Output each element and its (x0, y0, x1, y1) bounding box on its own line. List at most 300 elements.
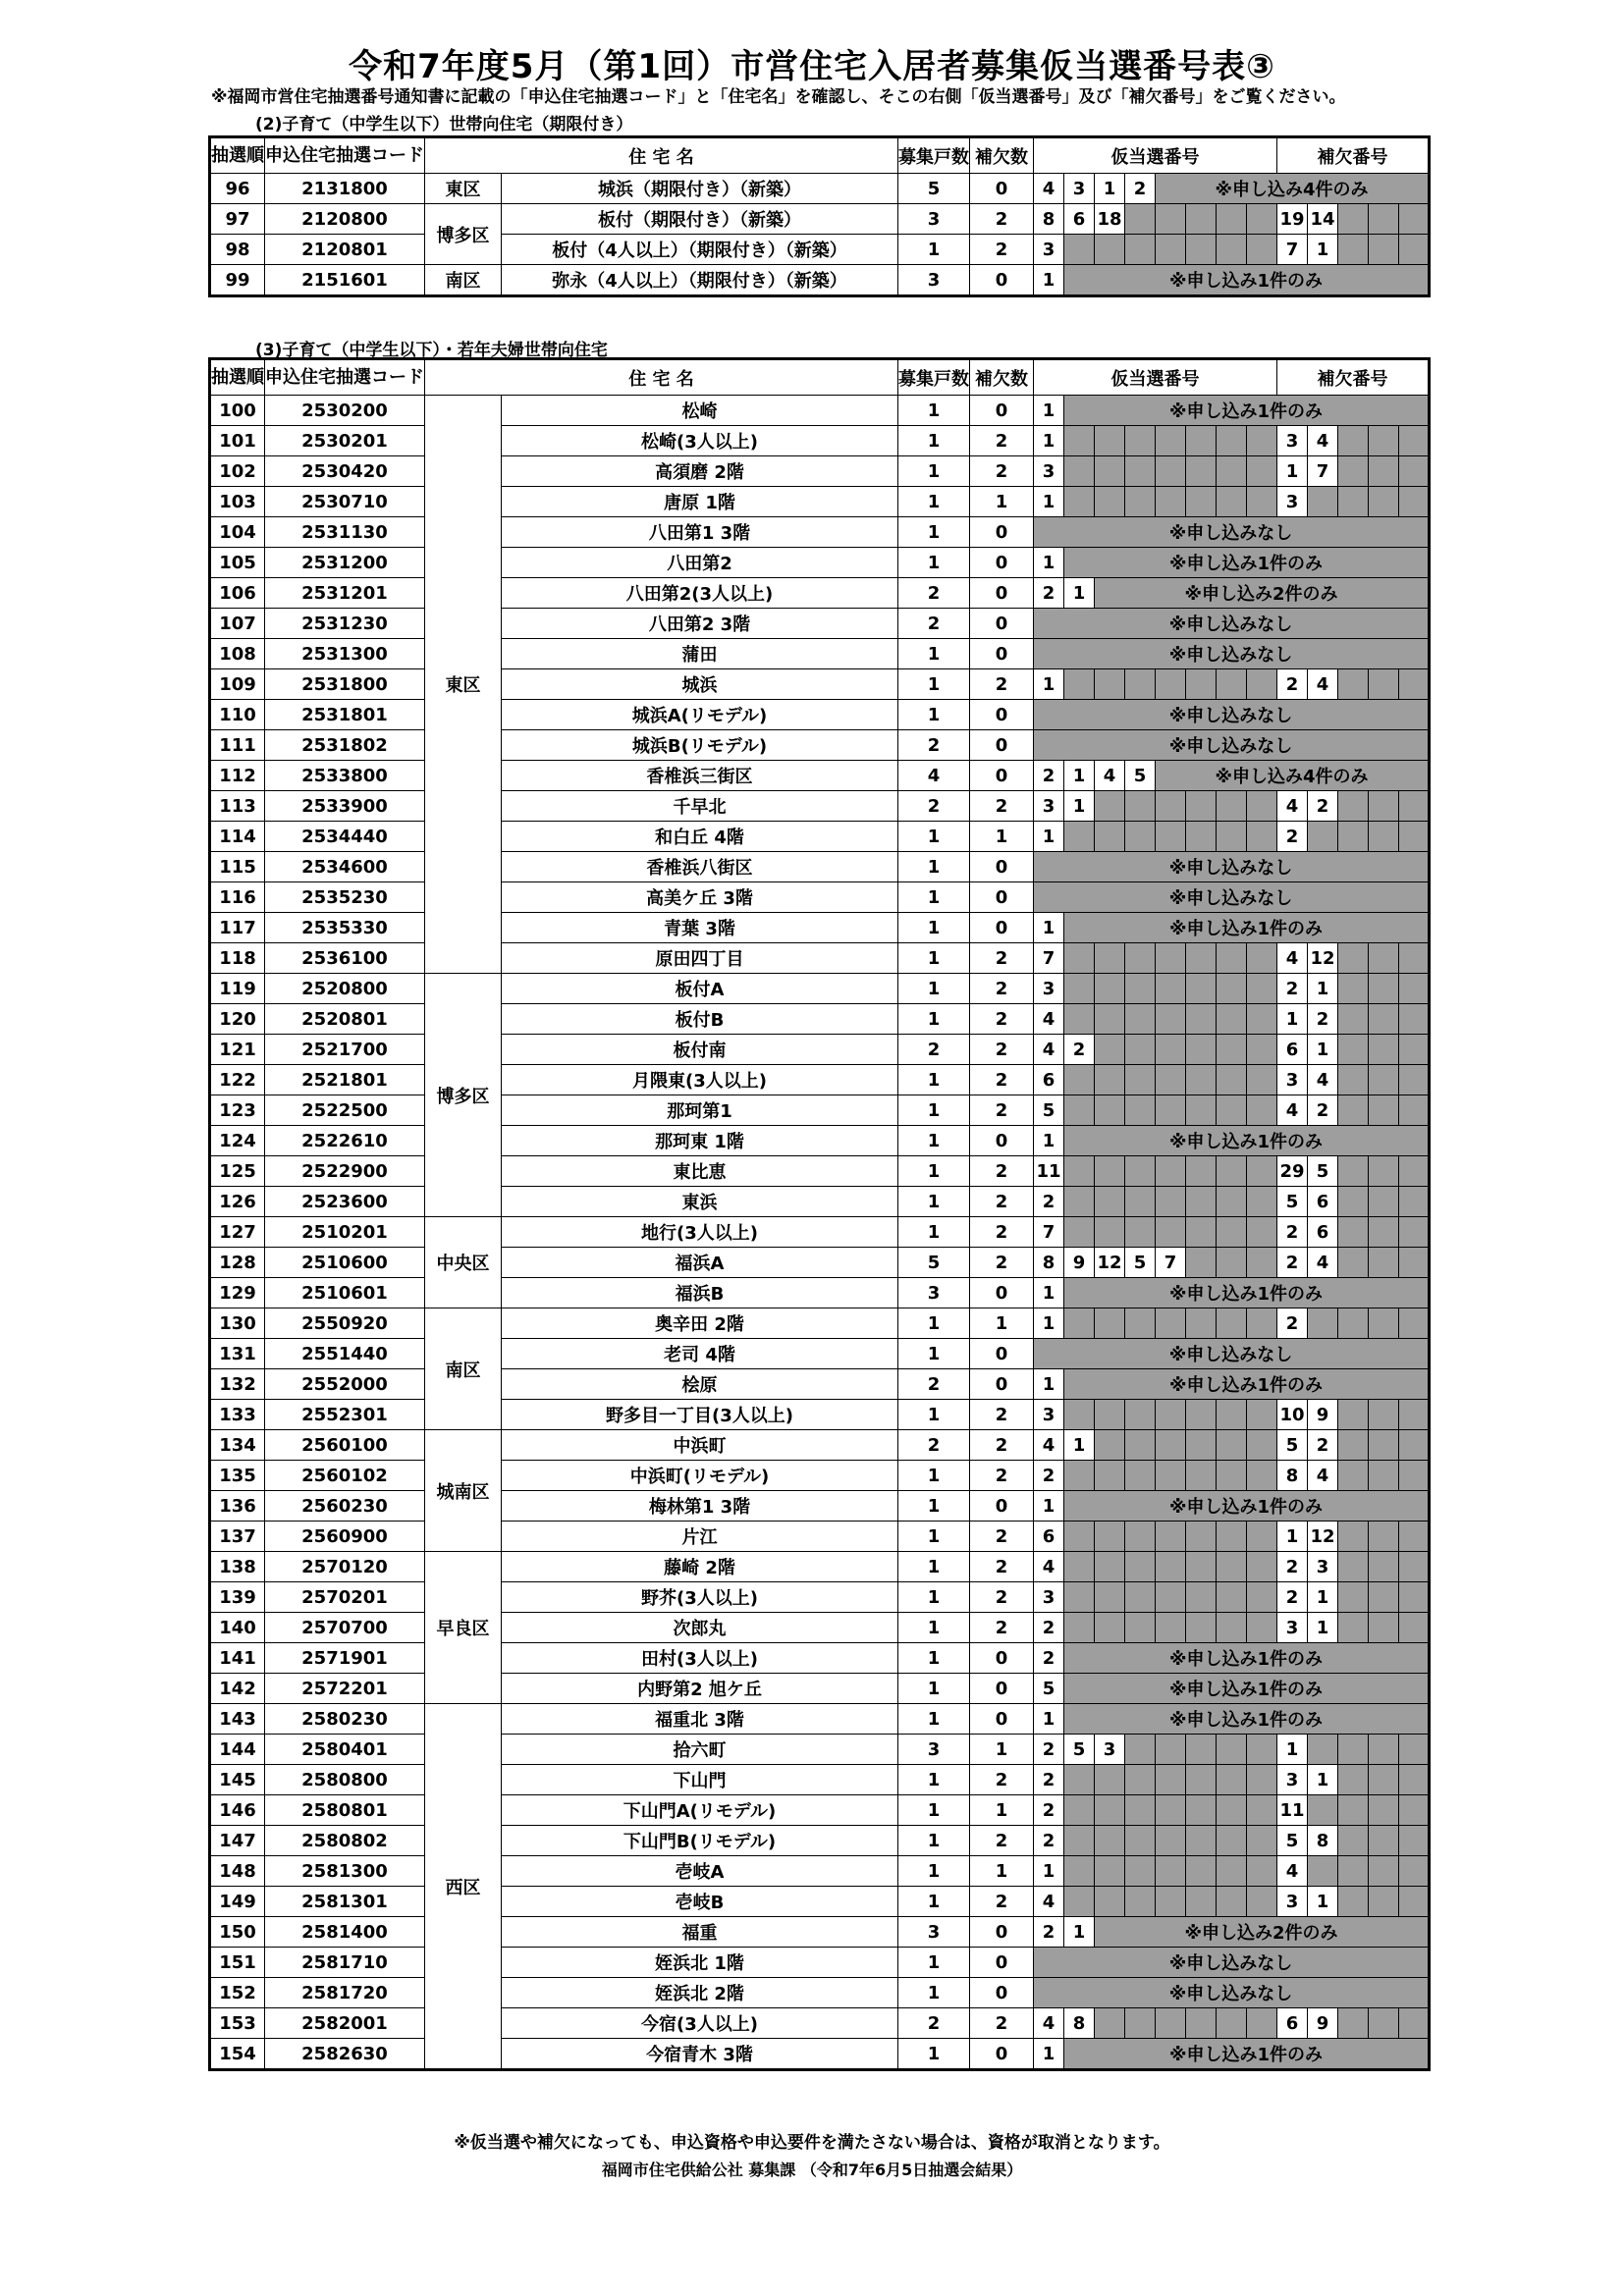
reserve-number: 1 (1308, 1765, 1338, 1795)
ward-name: 中央区 (425, 1217, 502, 1308)
reserve-count: 2 (970, 1522, 1034, 1552)
row-number: 107 (210, 609, 265, 639)
lottery-code: 2530200 (265, 396, 425, 426)
empty-cell (1186, 1765, 1217, 1795)
tentative-number: 1 (1034, 1369, 1064, 1400)
empty-cell (1095, 1400, 1125, 1430)
empty-cell (1217, 1035, 1247, 1065)
header-no: 抽選順 (210, 359, 265, 396)
tentative-number: 1 (1064, 578, 1095, 609)
tentative-number: 4 (1034, 1430, 1064, 1461)
empty-cell (1399, 1887, 1430, 1917)
empty-cell (1186, 1004, 1217, 1035)
tentative-number: 1 (1034, 1308, 1064, 1339)
tentative-number: 1 (1034, 1856, 1064, 1887)
tentative-number: 4 (1034, 2008, 1064, 2039)
empty-cell (1338, 822, 1369, 852)
empty-cell (1217, 1765, 1247, 1795)
empty-cell (1095, 1887, 1125, 1917)
empty-cell (1125, 1308, 1156, 1339)
reserve-count: 0 (970, 1978, 1034, 2008)
empty-cell (1064, 1187, 1095, 1217)
empty-cell (1217, 974, 1247, 1004)
empty-cell (1247, 1187, 1277, 1217)
reserve-count: 2 (970, 1461, 1034, 1491)
status-message: ※申し込み2件のみ (1095, 1917, 1430, 1948)
empty-cell (1369, 1522, 1399, 1552)
table-row (210, 1248, 1430, 1278)
empty-cell (1156, 669, 1186, 700)
reserve-number: 11 (1277, 1795, 1308, 1826)
tentative-number: 2 (1034, 578, 1064, 609)
reserve-number: 6 (1308, 1217, 1338, 1248)
empty-cell (1156, 1430, 1186, 1461)
lottery-code: 2120800 (265, 204, 425, 235)
lottery-code: 2581710 (265, 1948, 425, 1978)
empty-cell (1399, 456, 1430, 487)
tentative-number: 4 (1034, 174, 1064, 204)
reserve-number: 3 (1308, 1552, 1338, 1582)
empty-cell (1217, 1095, 1247, 1126)
lottery-code: 2551440 (265, 1339, 425, 1369)
empty-cell (1369, 1187, 1399, 1217)
reserve-number: 1 (1308, 235, 1338, 265)
empty-cell (1217, 1248, 1247, 1278)
empty-cell (1217, 426, 1247, 456)
lottery-code: 2522610 (265, 1126, 425, 1156)
empty-cell (1247, 1400, 1277, 1430)
row-number: 142 (210, 1674, 265, 1704)
lottery-code: 2580800 (265, 1765, 425, 1795)
empty-cell (1095, 235, 1125, 265)
housing-name: 月隈東(3人以上) (502, 1065, 898, 1095)
table-row (210, 1735, 1430, 1765)
housing-name: 福浜B (502, 1278, 898, 1308)
housing-name: 板付A (502, 974, 898, 1004)
reserve-number: 1 (1308, 974, 1338, 1004)
row-number: 152 (210, 1978, 265, 2008)
tentative-number: 2 (1034, 1613, 1064, 1643)
row-number: 125 (210, 1156, 265, 1187)
empty-cell (1095, 1613, 1125, 1643)
reserve-number: 5 (1277, 1826, 1308, 1856)
housing-name: 東浜 (502, 1187, 898, 1217)
empty-cell (1125, 669, 1156, 700)
header-code: 申込住宅抽選コード (265, 137, 425, 174)
reserve-count: 2 (970, 1248, 1034, 1278)
table-row (210, 1887, 1430, 1917)
empty-cell (1217, 487, 1247, 517)
empty-cell (1125, 1826, 1156, 1856)
row-number: 119 (210, 974, 265, 1004)
status-message: ※申し込みなし (1034, 517, 1430, 548)
empty-cell (1369, 1856, 1399, 1887)
recruit-units: 1 (898, 456, 970, 487)
recruit-units: 1 (898, 1948, 970, 1978)
housing-name: 桧原 (502, 1369, 898, 1400)
empty-cell (1156, 456, 1186, 487)
lottery-code: 2531800 (265, 669, 425, 700)
row-number: 140 (210, 1613, 265, 1643)
reserve-count: 2 (970, 1400, 1034, 1430)
empty-cell (1399, 426, 1430, 456)
reserve-number: 5 (1308, 1156, 1338, 1187)
table-row (210, 1826, 1430, 1856)
empty-cell (1064, 974, 1095, 1004)
row-number: 102 (210, 456, 265, 487)
recruit-units: 1 (898, 974, 970, 1004)
row-number: 137 (210, 1522, 265, 1552)
empty-cell (1064, 1065, 1095, 1095)
empty-cell (1247, 1613, 1277, 1643)
empty-cell (1064, 487, 1095, 517)
empty-cell (1064, 1308, 1095, 1339)
empty-cell (1247, 1765, 1277, 1795)
lottery-code: 2522500 (265, 1095, 425, 1126)
ward-name: 博多区 (425, 974, 502, 1217)
row-number: 98 (210, 235, 265, 265)
empty-cell (1186, 1095, 1217, 1126)
reserve-number: 3 (1277, 426, 1308, 456)
tentative-number: 4 (1034, 1552, 1064, 1582)
empty-cell (1125, 974, 1156, 1004)
tentative-number: 5 (1034, 1095, 1064, 1126)
recruit-units: 1 (898, 1400, 970, 1430)
tentative-number: 3 (1095, 1735, 1125, 1765)
table-row (210, 235, 1430, 265)
empty-cell (1156, 1035, 1186, 1065)
reserve-count: 1 (970, 1856, 1034, 1887)
empty-cell (1064, 456, 1095, 487)
lottery-code: 2534440 (265, 822, 425, 852)
tentative-number: 1 (1064, 1917, 1095, 1948)
header-tentative: 仮当選番号 (1034, 359, 1277, 396)
table-row (210, 1704, 1430, 1735)
row-number: 101 (210, 426, 265, 456)
empty-cell (1095, 1522, 1125, 1552)
recruit-units: 1 (898, 1552, 970, 1582)
tentative-number: 12 (1095, 1248, 1125, 1278)
empty-cell (1156, 487, 1186, 517)
housing-name: 中浜町(リモデル) (502, 1461, 898, 1491)
empty-cell (1095, 1065, 1125, 1095)
empty-cell (1369, 1004, 1399, 1035)
recruit-units: 1 (898, 1065, 970, 1095)
empty-cell (1064, 426, 1095, 456)
empty-cell (1247, 1582, 1277, 1613)
footer-note: ※仮当選や補欠になっても、申込資格や申込要件を満たさない場合は、資格が取消となります。 (454, 2133, 1170, 2153)
empty-cell (1156, 1795, 1186, 1826)
empty-cell (1338, 1613, 1369, 1643)
empty-cell (1399, 943, 1430, 974)
empty-cell (1125, 1004, 1156, 1035)
empty-cell (1338, 669, 1369, 700)
lottery-code: 2131800 (265, 174, 425, 204)
empty-cell (1064, 1004, 1095, 1035)
row-number: 143 (210, 1704, 265, 1735)
empty-cell (1399, 1400, 1430, 1430)
tentative-number: 3 (1034, 974, 1064, 1004)
recruit-units: 2 (898, 609, 970, 639)
housing-name: 弥永（4人以上）（期限付き）（新築） (502, 265, 898, 296)
reserve-count: 2 (970, 1187, 1034, 1217)
status-message: ※申し込みなし (1034, 730, 1430, 761)
reserve-count: 0 (970, 1278, 1034, 1308)
lottery-code: 2533800 (265, 761, 425, 791)
empty-cell (1186, 1308, 1217, 1339)
housing-name: 野芥(3人以上) (502, 1582, 898, 1613)
tentative-number: 1 (1034, 669, 1064, 700)
reserve-count: 2 (970, 1430, 1034, 1461)
housing-name: 蒲田 (502, 639, 898, 669)
recruit-units: 2 (898, 791, 970, 822)
empty-cell (1308, 1735, 1338, 1765)
empty-cell (1217, 1065, 1247, 1095)
empty-cell (1064, 822, 1095, 852)
reserve-number: 1 (1308, 1613, 1338, 1643)
ward-name: 博多区 (425, 204, 502, 265)
status-message: ※申し込み1件のみ (1064, 1126, 1430, 1156)
empty-cell (1156, 426, 1186, 456)
row-number: 147 (210, 1826, 265, 1856)
empty-cell (1125, 1765, 1156, 1795)
reserve-count: 0 (970, 730, 1034, 761)
empty-cell (1095, 1004, 1125, 1035)
lottery-code: 2570120 (265, 1552, 425, 1582)
empty-cell (1217, 204, 1247, 235)
tentative-number: 1 (1034, 1126, 1064, 1156)
lottery-code: 2535330 (265, 913, 425, 943)
reserve-count: 0 (970, 1917, 1034, 1948)
tentative-number: 1 (1064, 761, 1095, 791)
empty-cell (1369, 456, 1399, 487)
empty-cell (1186, 456, 1217, 487)
empty-cell (1156, 1522, 1186, 1552)
lottery-code: 2560900 (265, 1522, 425, 1552)
empty-cell (1369, 1461, 1399, 1491)
empty-cell (1156, 1826, 1186, 1856)
empty-cell (1156, 235, 1186, 265)
empty-cell (1369, 669, 1399, 700)
reserve-count: 0 (970, 1643, 1034, 1674)
recruit-units: 2 (898, 2008, 970, 2039)
lottery-code: 2531201 (265, 578, 425, 609)
reserve-number: 9 (1308, 1400, 1338, 1430)
recruit-units: 2 (898, 1035, 970, 1065)
empty-cell (1399, 204, 1430, 235)
lottery-code: 2521801 (265, 1065, 425, 1095)
reserve-count: 0 (970, 700, 1034, 730)
empty-cell (1186, 487, 1217, 517)
recruit-units: 1 (898, 1126, 970, 1156)
empty-cell (1399, 1765, 1430, 1795)
empty-cell (1247, 1004, 1277, 1035)
recruit-units: 5 (898, 1248, 970, 1278)
tentative-number: 7 (1034, 1217, 1064, 1248)
reserve-number: 2 (1277, 974, 1308, 1004)
empty-cell (1156, 1735, 1186, 1765)
empty-cell (1369, 2008, 1399, 2039)
header-tentative: 仮当選番号 (1034, 137, 1277, 174)
tentative-number: 9 (1064, 1248, 1095, 1278)
reserve-number: 2 (1277, 822, 1308, 852)
empty-cell (1186, 1430, 1217, 1461)
reserve-number: 4 (1277, 791, 1308, 822)
empty-cell (1217, 1400, 1247, 1430)
reserve-number: 4 (1277, 1856, 1308, 1887)
empty-cell (1369, 1582, 1399, 1613)
empty-cell (1186, 1217, 1217, 1248)
empty-cell (1338, 1856, 1369, 1887)
empty-cell (1217, 1187, 1247, 1217)
empty-cell (1186, 204, 1217, 235)
empty-cell (1125, 1613, 1156, 1643)
empty-cell (1338, 1187, 1369, 1217)
empty-cell (1247, 487, 1277, 517)
empty-cell (1186, 1065, 1217, 1095)
recruit-units: 2 (898, 1430, 970, 1461)
tentative-number: 1 (1095, 174, 1125, 204)
recruit-units: 1 (898, 1795, 970, 1826)
empty-cell (1186, 426, 1217, 456)
housing-name: 板付（期限付き）（新築） (502, 204, 898, 235)
empty-cell (1399, 1552, 1430, 1582)
recruit-units: 1 (898, 487, 970, 517)
row-number: 151 (210, 1948, 265, 1978)
status-message: ※申し込みなし (1034, 852, 1430, 882)
reserve-number: 7 (1277, 235, 1308, 265)
reserve-number: 3 (1277, 1765, 1308, 1795)
status-message: ※申し込み1件のみ (1064, 1278, 1430, 1308)
recruit-units: 1 (898, 1856, 970, 1887)
lottery-code: 2581301 (265, 1887, 425, 1917)
reserve-number: 1 (1277, 1522, 1308, 1552)
empty-cell (1186, 791, 1217, 822)
reserve-count: 2 (970, 1887, 1034, 1917)
tentative-number: 2 (1034, 1826, 1064, 1856)
lottery-code: 2570700 (265, 1613, 425, 1643)
table-row (210, 578, 1430, 609)
table-row (210, 1582, 1430, 1613)
table-row (210, 1339, 1430, 1369)
row-number: 99 (210, 265, 265, 296)
row-number: 128 (210, 1248, 265, 1278)
table-row (210, 1126, 1430, 1156)
footer-org: 福岡市住宅供給公社 募集課 （令和7年6月5日抽選会結果） (601, 2161, 1023, 2179)
recruit-units: 1 (898, 517, 970, 548)
lottery-code: 2520801 (265, 1004, 425, 1035)
recruit-units: 1 (898, 1156, 970, 1187)
reserve-number: 5 (1277, 1187, 1308, 1217)
tentative-number: 3 (1064, 174, 1095, 204)
empty-cell (1125, 1187, 1156, 1217)
empty-cell (1338, 1004, 1369, 1035)
reserve-number: 14 (1308, 204, 1338, 235)
tentative-number: 3 (1034, 791, 1064, 822)
empty-cell (1369, 1735, 1399, 1765)
row-number: 145 (210, 1765, 265, 1795)
empty-cell (1095, 1552, 1125, 1582)
reserve-count: 0 (970, 913, 1034, 943)
table-row (210, 1491, 1430, 1522)
table-row (210, 1917, 1430, 1948)
table-row (210, 1948, 1430, 1978)
status-message: ※申し込みなし (1034, 1978, 1430, 2008)
housing-name: 青葉 3階 (502, 913, 898, 943)
reserve-number: 2 (1277, 1248, 1308, 1278)
reserve-count: 2 (970, 1156, 1034, 1187)
reserve-count: 0 (970, 609, 1034, 639)
recruit-units: 2 (898, 578, 970, 609)
reserve-count: 2 (970, 456, 1034, 487)
reserve-count: 0 (970, 174, 1034, 204)
empty-cell (1217, 1887, 1247, 1917)
reserve-number: 2 (1277, 1552, 1308, 1582)
lottery-code: 2581720 (265, 1978, 425, 2008)
recruit-units: 1 (898, 852, 970, 882)
section-2-label: (2)子育て（中学生以下）世帯向住宅（期限付き） (255, 115, 633, 134)
empty-cell (1247, 2008, 1277, 2039)
row-number: 110 (210, 700, 265, 730)
reserve-number: 3 (1277, 1887, 1308, 1917)
recruit-units: 1 (898, 1308, 970, 1339)
empty-cell (1338, 1461, 1369, 1491)
row-number: 141 (210, 1643, 265, 1674)
empty-cell (1217, 1004, 1247, 1035)
empty-cell (1247, 1552, 1277, 1582)
row-number: 103 (210, 487, 265, 517)
reserve-number: 2 (1277, 1582, 1308, 1613)
recruit-units: 1 (898, 913, 970, 943)
empty-cell (1125, 426, 1156, 456)
recruit-units: 1 (898, 548, 970, 578)
empty-cell (1369, 487, 1399, 517)
empty-cell (1247, 1735, 1277, 1765)
tentative-number: 2 (1034, 1795, 1064, 1826)
empty-cell (1369, 1065, 1399, 1095)
empty-cell (1064, 1765, 1095, 1795)
empty-cell (1125, 487, 1156, 517)
empty-cell (1186, 1461, 1217, 1491)
empty-cell (1125, 1095, 1156, 1126)
reserve-count: 2 (970, 1004, 1034, 1035)
empty-cell (1095, 669, 1125, 700)
reserve-number: 5 (1277, 1430, 1308, 1461)
housing-name: 城浜（期限付き）（新築） (502, 174, 898, 204)
empty-cell (1186, 1248, 1217, 1278)
reserve-count: 2 (970, 1765, 1034, 1795)
reserve-number: 1 (1277, 1735, 1308, 1765)
tentative-number: 1 (1064, 1430, 1095, 1461)
empty-cell (1247, 1217, 1277, 1248)
housing-name: 下山門A(リモデル) (502, 1795, 898, 1826)
empty-cell (1217, 235, 1247, 265)
reserve-count: 0 (970, 1948, 1034, 1978)
empty-cell (1125, 1430, 1156, 1461)
lottery-code: 2531801 (265, 700, 425, 730)
reserve-number: 4 (1277, 1095, 1308, 1126)
section-3-table (208, 357, 1431, 2071)
empty-cell (1338, 1248, 1369, 1278)
empty-cell (1247, 1856, 1277, 1887)
status-message: ※申し込み1件のみ (1064, 1369, 1430, 1400)
empty-cell (1064, 1795, 1095, 1826)
empty-cell (1095, 2008, 1125, 2039)
housing-name: 姪浜北 2階 (502, 1978, 898, 2008)
recruit-units: 1 (898, 1674, 970, 1704)
empty-cell (1399, 1004, 1430, 1035)
empty-cell (1156, 1004, 1186, 1035)
